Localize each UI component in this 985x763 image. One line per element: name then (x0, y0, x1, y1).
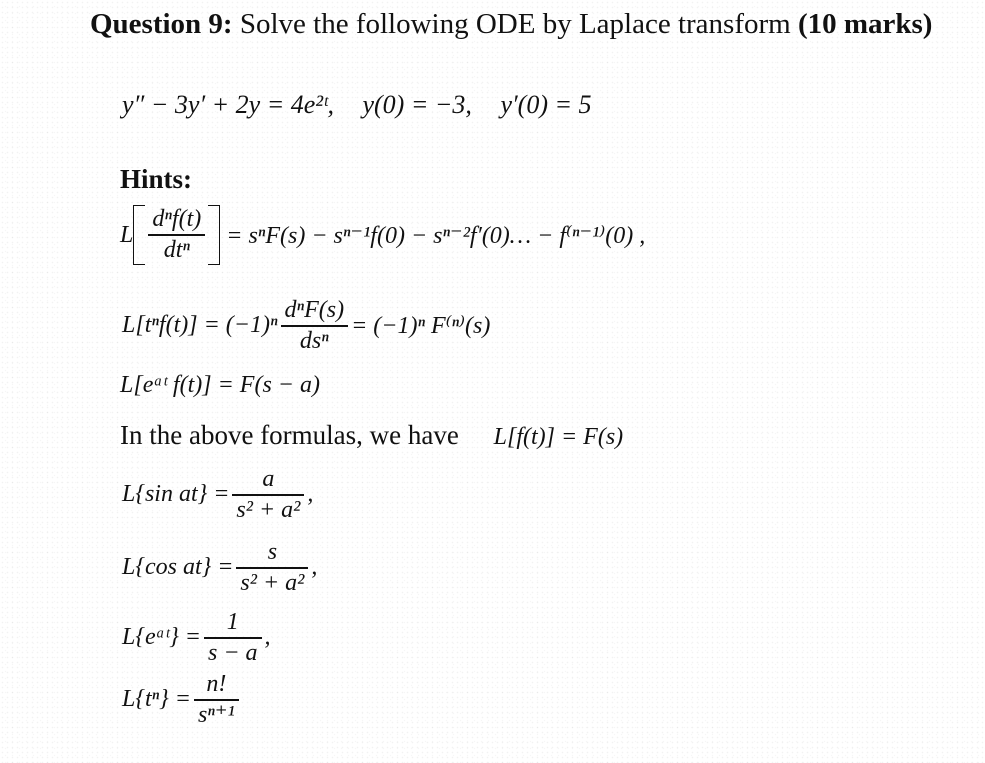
question-title (90, 8, 932, 41)
transform-fraction (236, 540, 308, 596)
transform-row (122, 540, 317, 596)
formula1-fraction-bar (148, 234, 205, 236)
transform-denominator: s² + a² (236, 496, 301, 523)
transform-numerator: 1 (226, 609, 239, 635)
transform-row (122, 672, 242, 728)
transform-denominator: s − a (207, 639, 258, 666)
formula2-numerator: dⁿF(s) (284, 297, 345, 323)
ode-ic2: y′(0) = 5 (500, 90, 592, 119)
formula1-right-bracket (208, 205, 220, 265)
formula2-fraction (281, 298, 349, 354)
transform-lhs: L{sin at} = (122, 481, 230, 508)
transform-row (122, 467, 313, 523)
transform-tail: , (311, 554, 318, 581)
hint-note (120, 420, 623, 451)
hint-note-formula: L[f(t)] = F(s) (493, 424, 624, 450)
formula2-fraction-bar (281, 325, 349, 327)
hint-formula-derivative (120, 205, 645, 265)
transform-tail: , (307, 481, 314, 508)
formula1-denominator: dtⁿ (163, 236, 190, 263)
formula2-lhs: L[tⁿf(t)] = (−1)ⁿ (122, 312, 278, 339)
hints-heading: Hints: (120, 164, 193, 194)
transform-lhs: L{cos at} = (122, 554, 234, 581)
ode-equation (122, 90, 592, 120)
formula1-fraction (148, 207, 205, 263)
transform-numerator: n! (206, 671, 227, 697)
transform-lhs: L{eᵃᵗ} = (122, 624, 201, 651)
question-marks: (10 marks) (797, 8, 933, 40)
ode-main: y″ − 3y′ + 2y = 4e²ᵗ, (122, 90, 334, 119)
formula1-operator: L (120, 221, 134, 248)
question-label: Question 9: (90, 8, 233, 40)
formula2-denominator: dsⁿ (299, 327, 329, 354)
transform-tail: , (264, 624, 271, 651)
transform-fraction-bar (204, 637, 262, 639)
transform-row (122, 610, 271, 666)
transform-fraction (194, 672, 239, 728)
transform-numerator: a (262, 466, 275, 492)
transform-fraction (204, 610, 262, 666)
hint-formula-multiply-t (122, 298, 490, 354)
transform-fraction-bar (232, 494, 304, 496)
hint-note-text: In the above formulas, we have (120, 420, 459, 450)
transform-fraction (232, 467, 304, 523)
formula1-rhs: = sⁿF(s) − sⁿ⁻¹f(0) − sⁿ⁻²f′(0)… − f⁽ⁿ⁻¹⁾(0) , (226, 222, 646, 249)
ode-ic1: y(0) = −3, (362, 90, 472, 119)
formula1-numerator: dⁿf(t) (152, 206, 202, 233)
transform-fraction-bar (236, 567, 308, 569)
question-text: Solve the following ODE by Laplace transform (239, 8, 791, 40)
transform-lhs: L{tⁿ} = (122, 686, 191, 713)
transform-fraction-bar (194, 699, 239, 701)
transform-denominator: sⁿ⁺¹ (197, 701, 235, 728)
formula1-left-bracket (133, 205, 145, 265)
transform-denominator: s² + a² (240, 569, 305, 596)
hint-formula-shift: L[eᵃᵗ f(t)] = F(s − a) (120, 372, 320, 398)
transform-numerator: s (267, 539, 278, 565)
formula2-rhs: = (−1)ⁿ F⁽ⁿ⁾(s) (351, 313, 491, 340)
